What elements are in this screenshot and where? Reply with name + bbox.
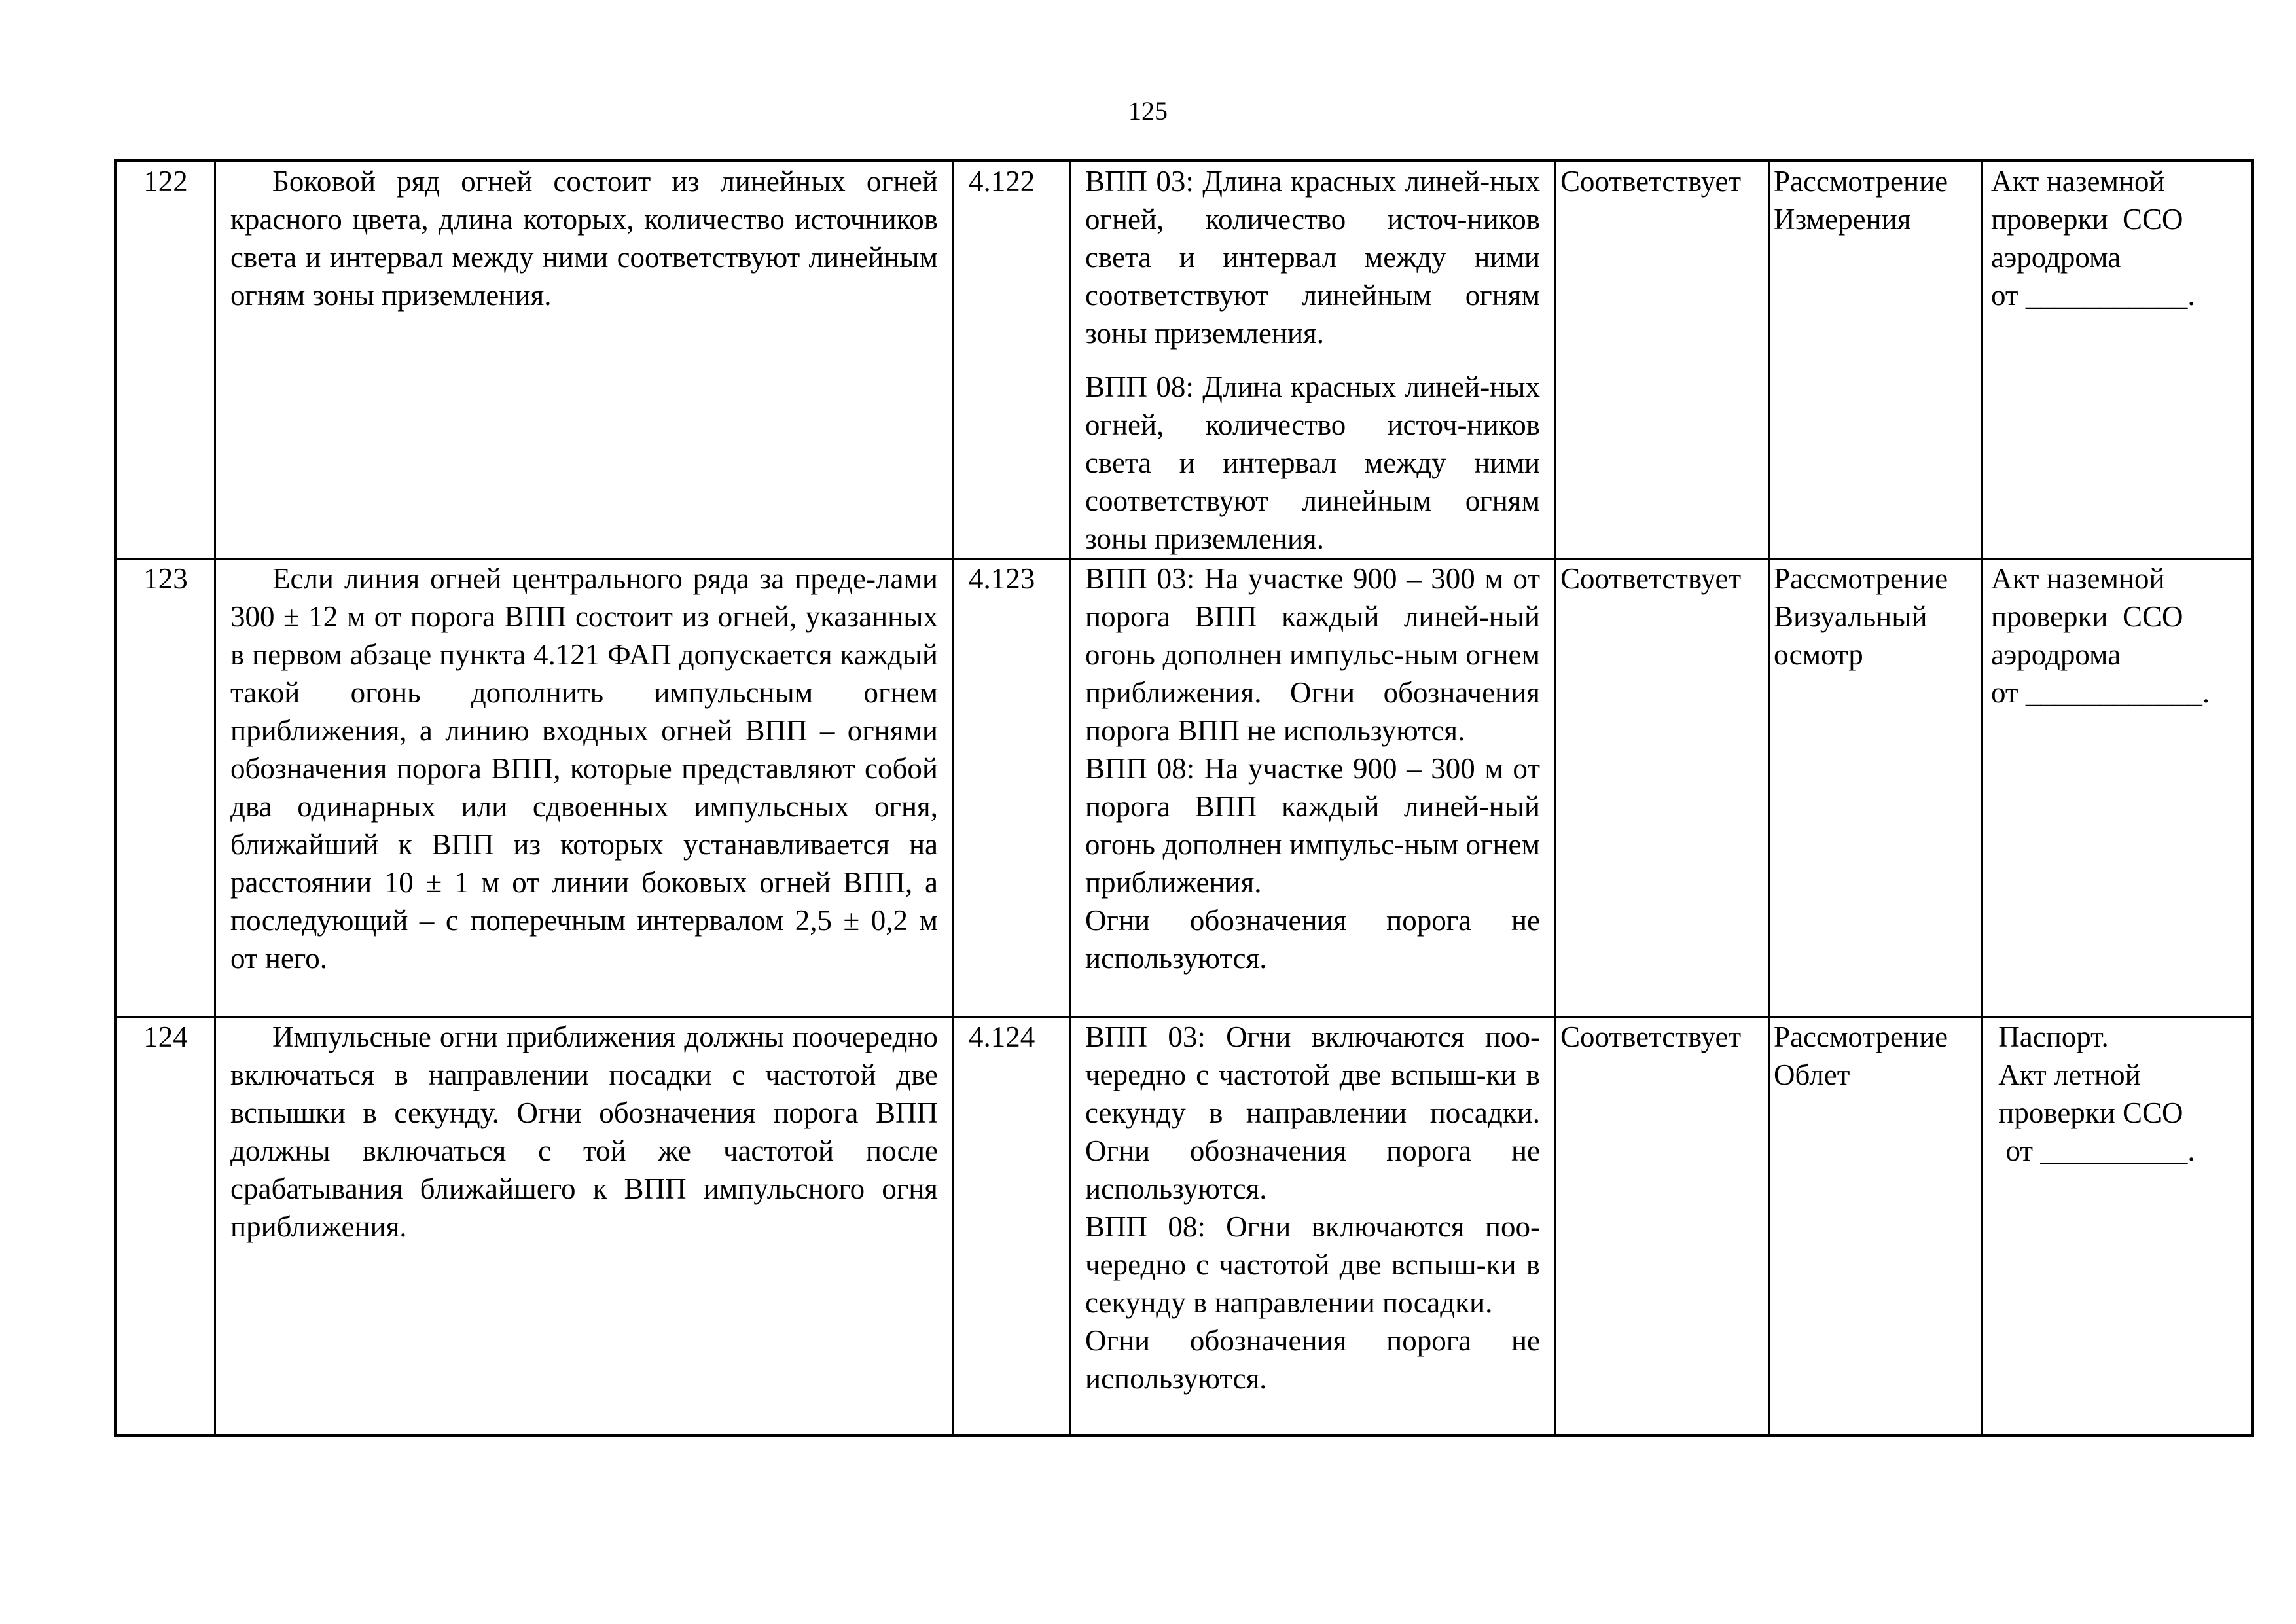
verification-method — [1769, 1017, 1982, 1436]
method-line: Рассмотрение — [1774, 562, 1948, 595]
method-line: осмотр — [1774, 638, 1863, 671]
document-line: Паспорт. — [1991, 1020, 2109, 1053]
document-line: от ___________. — [1991, 279, 2195, 312]
verification-method — [1769, 559, 1982, 1017]
implementation-paragraph: Огни обозначения порога не используются. — [1085, 1324, 1540, 1395]
method-line: Рассмотрение — [1774, 165, 1948, 198]
document-line: аэродрома — [1991, 241, 2121, 274]
implementation-cell — [1070, 559, 1556, 1017]
table-row — [116, 559, 2253, 1017]
method-line: Рассмотрение — [1774, 1020, 1948, 1053]
document-line: от ____________. — [1991, 676, 2210, 709]
implementation-paragraph: ВПП 03: Огни включаются поо-чередно с частотой две вспыш-ки в секунду в направлении посадки. Огни обозначения порога не используются. — [1085, 1020, 1540, 1205]
document-line: Акт наземной — [1991, 165, 2165, 198]
method-line: Облет — [1774, 1058, 1850, 1091]
implementation-cell — [1070, 161, 1556, 559]
item-number: 124 — [116, 1017, 215, 1436]
document-line: проверки ССО — [1991, 203, 2183, 236]
evidence-document — [1982, 161, 2253, 559]
table-row — [116, 1017, 2253, 1436]
implementation-paragraph: ВПП 03: Длина красных линей-ных огней, количество источ-ников света и интервал между ними соответствуют линейным огням зоны приземления. — [1085, 165, 1540, 350]
evidence-document — [1982, 1017, 2253, 1436]
implementation-paragraph: ВПП 08: На участке 900 – 300 м от порога ВПП каждый линей-ный огонь дополнен импульс-ным огнем приближения. — [1085, 752, 1540, 899]
compliance-table — [114, 159, 2254, 1437]
method-line: Визуальный — [1774, 600, 1928, 633]
evidence-document — [1982, 559, 2253, 1017]
document-line: Акт летной — [1991, 1058, 2141, 1091]
item-number: 122 — [116, 161, 215, 559]
document-line: проверки ССО — [1991, 1096, 2183, 1129]
regulation-reference: 4.123 — [954, 559, 1070, 1017]
page-number: 125 — [1128, 96, 1168, 126]
compliance-status: Соответствует — [1556, 559, 1769, 1017]
document-line: от __________. — [1991, 1134, 2195, 1167]
compliance-status: Соответствует — [1556, 1017, 1769, 1436]
requirement-text: Боковой ряд огней состоит из линейных огней красного цвета, длина которых, количество источников света и интервал между ними соответствуют линейным огням зоны приземления. — [215, 161, 954, 559]
document-line: Акт наземной — [1991, 562, 2165, 595]
implementation-paragraph: ВПП 03: На участке 900 – 300 м от порога ВПП каждый линей-ный огонь дополнен импульс-ным огнем приближения. Огни обозначения порога ВПП не используются. — [1085, 562, 1540, 747]
implementation-cell — [1070, 1017, 1556, 1436]
requirement-text: Импульсные огни приближения должны поочередно включаться в направлении посадки с частотой две вспышки в секунду. Огни обозначения порога ВПП должны включаться с той же частотой после срабатывания ближайшего к ВПП импульсного огня приближения. — [215, 1017, 954, 1436]
regulation-reference: 4.124 — [954, 1017, 1070, 1436]
item-number: 123 — [116, 559, 215, 1017]
table-row — [116, 161, 2253, 559]
verification-method — [1769, 161, 1982, 559]
document-line: аэродрома — [1991, 638, 2121, 671]
compliance-status: Соответствует — [1556, 161, 1769, 559]
method-line: Измерения — [1774, 203, 1911, 236]
requirement-text: Если линия огней центрального ряда за преде-лами 300 ± 12 м от порога ВПП состоит из огней, указанных в первом абзаце пункта 4.121 ФАП допускается каждый такой огонь дополнить импульсным огнем приближения, а линию входных огней ВПП – огнями обозначения порога ВПП, которые представляют собой два одинарных или сдвоенных импульсных огня, ближайший к ВПП из которых устанавливается на расстоянии 10 ± 1 м от линии боковых огней ВПП, а последующий – с поперечным интервалом 2,5 ± 0,2 м от него. — [215, 559, 954, 1017]
regulation-reference: 4.122 — [954, 161, 1070, 559]
implementation-paragraph: ВПП 08: Длина красных линей-ных огней, количество источ-ников света и интервал между ними соответствуют линейным огням зоны приземления. — [1085, 370, 1540, 555]
implementation-paragraph: Огни обозначения порога не используются. — [1085, 904, 1540, 975]
implementation-paragraph: ВПП 08: Огни включаются поо-чередно с частотой две вспыш-ки в секунду в направлении посадки. — [1085, 1210, 1540, 1319]
document-line: проверки ССО — [1991, 600, 2183, 633]
